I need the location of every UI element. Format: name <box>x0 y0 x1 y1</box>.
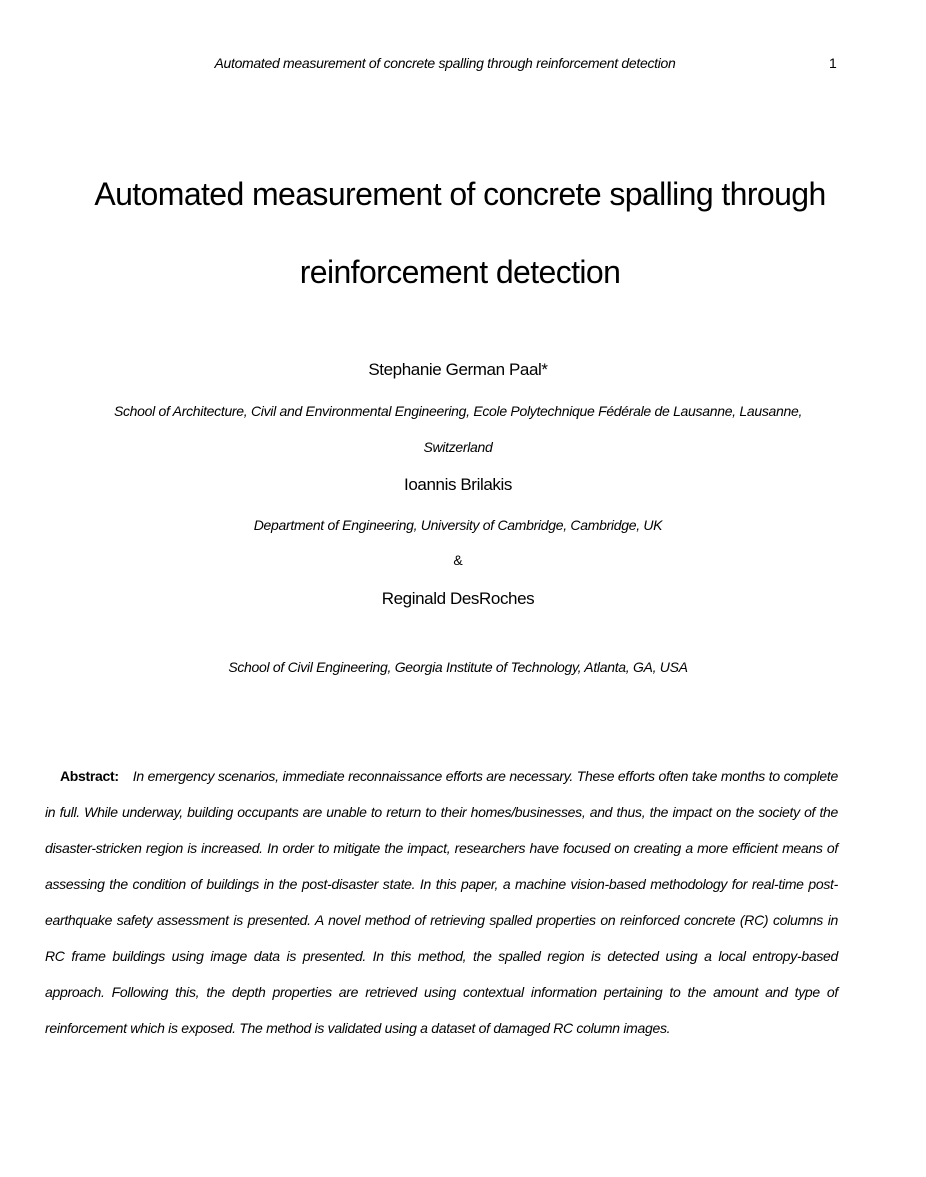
abstract <box>45 758 838 1046</box>
abstract-text: In emergency scenarios, immediate reconnaissance efforts are necessary. These efforts often take months to complete in full. While underway, building occupants are unable to return to their homes/businesses, and thus, the impact on the society of the disaster-stricken region is increased. In order to mitigate the impact, researchers have focused on creating a more efficient means of assessing the condition of buildings in the post-disaster state. In this paper, a machine vision-based methodology for real-time post-earthquake safety assessment is presented. A novel method of retrieving spalled properties on reinforced concrete (RC) columns in RC frame buildings using image data is presented. In this method, the spalled region is detected using a local entropy-based approach. Following this, the depth properties are retrieved using contextual information pertaining to the amount and type of reinforcement which is exposed. The method is validated using a dataset of damaged RC column images. <box>45 768 838 1036</box>
author-name-3: Reginald DesRoches <box>381 589 535 608</box>
paper-title: Automated measurement of concrete spalling through reinforcement detection <box>94 176 826 290</box>
author-name-2: Ioannis Brilakis <box>404 475 512 494</box>
author-affiliation-2: Department of Engineering, University of Cambridge, Cambridge, UK <box>253 517 663 533</box>
author-name-1: Stephanie German Paal* <box>368 360 548 379</box>
page-number: 1 <box>829 55 837 71</box>
author-affiliation-3: School of Civil Engineering, Georgia Institute of Technology, Atlanta, GA, USA <box>228 659 688 675</box>
running-header: Automated measurement of concrete spalling through reinforcement detection <box>214 55 676 71</box>
abstract-label: Abstract: <box>60 768 119 784</box>
author-affiliation-1: School of Architecture, Civil and Environmental Engineering, Ecole Polytechnique Fédérale de Lausanne, Lausanne, Switzerland <box>113 403 803 455</box>
author-separator: & <box>453 552 463 568</box>
